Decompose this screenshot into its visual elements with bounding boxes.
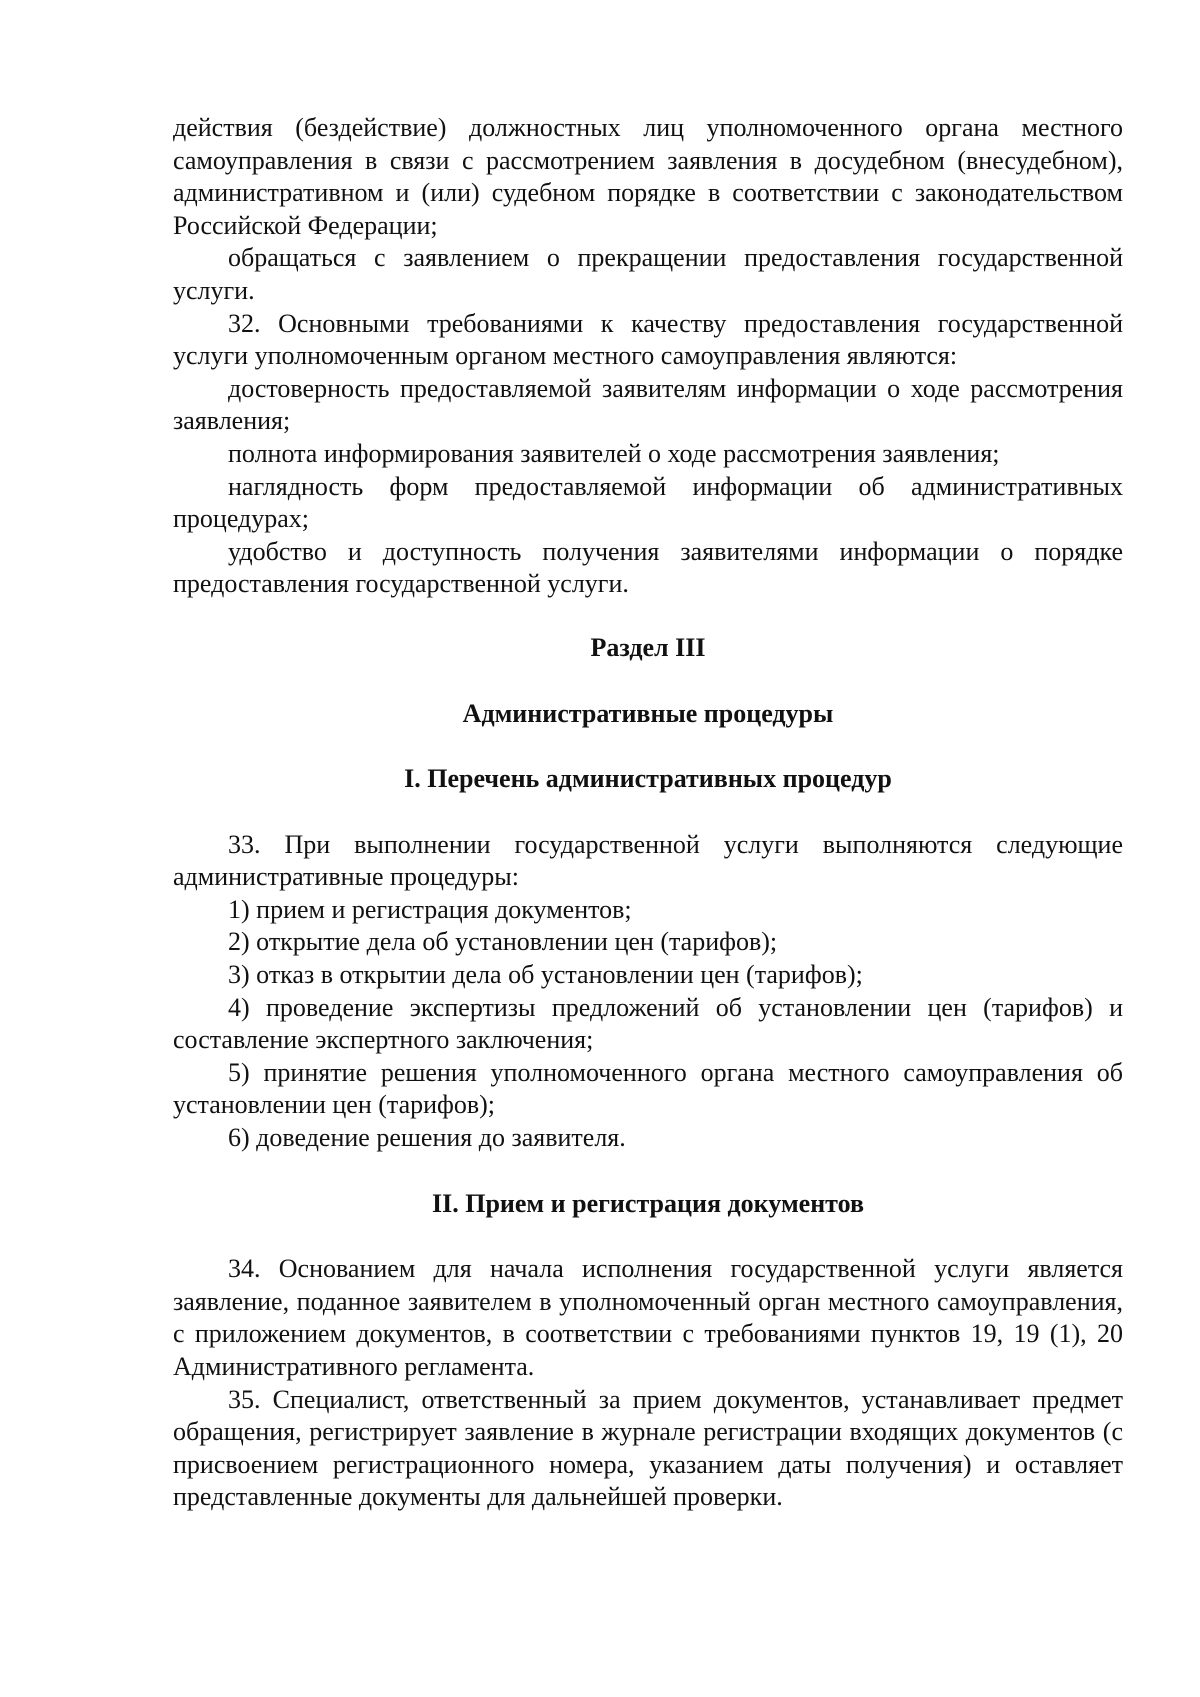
paragraph-convenience: удобство и доступность получения заявителями информации о порядке предоставления государственной услуги. [173,536,1123,599]
section-heading: Раздел III [590,632,706,662]
subsection-title-reception: II. Прием и регистрация документов [431,1188,864,1218]
paragraph-33: 33. При выполнении государственной услуги выполняются следующие административные процедуры: [173,829,1123,892]
document-page [173,112,1123,1514]
list-item: 5) принятие решения уполномоченного органа местного самоуправления об установлении цен (тарифов); [173,1057,1123,1120]
section-title: Административные процедуры [462,698,834,728]
paragraph-35: 35. Специалист, ответственный за прием документов, устанавливает предмет обращения, регистрирует заявление в журнале регистрации входящих документов (с присвоением регистрационного номера, указанием даты получения) и оставляет представленные документы для дальнейшей проверки. [173,1384,1123,1512]
paragraph-completeness: полнота информирования заявителей о ходе рассмотрения заявления; [228,438,1000,468]
paragraph-reliability: достоверность предоставляемой заявителям информации о ходе рассмотрения заявления; [173,373,1123,436]
subsection-title-procedures-list: I. Перечень административных процедур [404,764,892,794]
paragraph-rights-appeal: действия (бездействие) должностных лиц уполномоченного органа местного самоуправления в связи с рассмотрением заявления в досудебном (внесудебном), административном и (или) судебном порядке в соответствии с законодательством Российской Федерации; [173,113,1123,240]
list-item: 2) открытие дела об установлении цен (тарифов); [228,927,778,957]
paragraph-34: 34. Основанием для начала исполнения государственной услуги является заявление, поданное заявителем в уполномоченный орган местного самоуправления, с приложением документов, в соответствии с требованиями пунктов 19, 19 (1), 20 Административного регламента. [173,1254,1123,1381]
list-item: 1) прием и регистрация документов; [228,894,632,924]
list-item: 4) проведение экспертизы предложений об установлении цен (тарифов) и составление экспертного заключения; [173,992,1123,1055]
paragraph-clarity: наглядность форм предоставляемой информации об административных процедурах; [173,471,1123,534]
list-item: 3) отказ в открытии дела об установлении цен (тарифов); [228,960,863,990]
paragraph-termination-request: обращаться с заявлением о прекращении предоставления государственной услуги. [173,243,1123,305]
list-item: 6) доведение решения до заявителя. [228,1123,626,1153]
paragraph-32: 32. Основными требованиями к качеству предоставления государственной услуги уполномоченным органом местного самоуправления являются: [173,308,1123,371]
